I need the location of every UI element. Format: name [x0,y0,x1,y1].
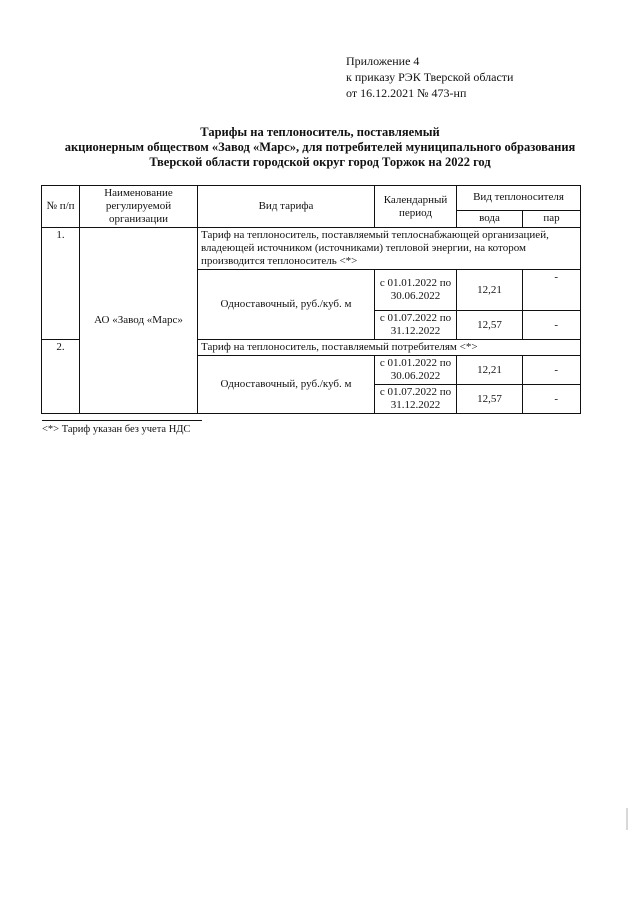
period-cell: с 01.07.2022 по 31.12.2022 [375,311,457,340]
organization-name: АО «Завод «Марс» [80,228,198,414]
annex-date: от 16.12.2021 № 473-нп [346,86,467,100]
header-water: вода [457,210,523,227]
title-line-3: Тверской области городской округ город Торжок на 2022 год [149,155,491,169]
annex-order: к приказу РЭК Тверской области [346,70,514,84]
header-org: Наименование регулируемой организации [80,186,198,228]
header-tariff-type: Вид тарифа [198,186,375,228]
section-title-2: Тариф на теплоноситель, поставляемый потребителям <*> [198,340,581,356]
steam-value: - [523,385,581,414]
header-carrier: Вид теплоносителя [457,186,581,211]
footnote: <*> Тариф указан без учета НДС [42,420,202,436]
steam-value: - [523,270,581,311]
title-line-1: Тарифы на теплоноситель, поставляемый [200,125,440,139]
tariff-type-2: Одноставочный, руб./куб. м [198,356,375,414]
tariff-type-1: Одноставочный, руб./куб. м [198,270,375,340]
header-steam: пар [523,210,581,227]
tariff-table [41,185,581,414]
period-cell: с 01.01.2022 по 30.06.2022 [375,270,457,311]
water-value: 12,57 [457,385,523,414]
title-line-2: акционерным обществом «Завод «Марс», для потребителей муниципального образования [64,140,576,154]
header-num: № п/п [42,186,80,228]
steam-value: - [523,356,581,385]
annex-number: Приложение 4 [346,54,420,68]
scan-artifact [626,808,628,830]
water-value: 12,57 [457,311,523,340]
steam-value: - [523,311,581,340]
section-title-1: Тариф на теплоноситель, поставляемый теплоснабжающей организацией, владеющей источником (источниками) тепловой энергии, на котором производится теплоноситель <*> [198,228,581,270]
water-value: 12,21 [457,356,523,385]
row-number-2: 2. [42,340,80,414]
period-cell: с 01.01.2022 по 30.06.2022 [375,356,457,385]
annex-header [346,53,513,101]
row-number-1: 1. [42,228,80,340]
period-cell: с 01.07.2022 по 31.12.2022 [375,385,457,414]
document-title [40,125,600,170]
header-row [42,186,581,211]
header-period: Календарный период [375,186,457,228]
table-row [42,228,581,270]
water-value: 12,21 [457,270,523,311]
